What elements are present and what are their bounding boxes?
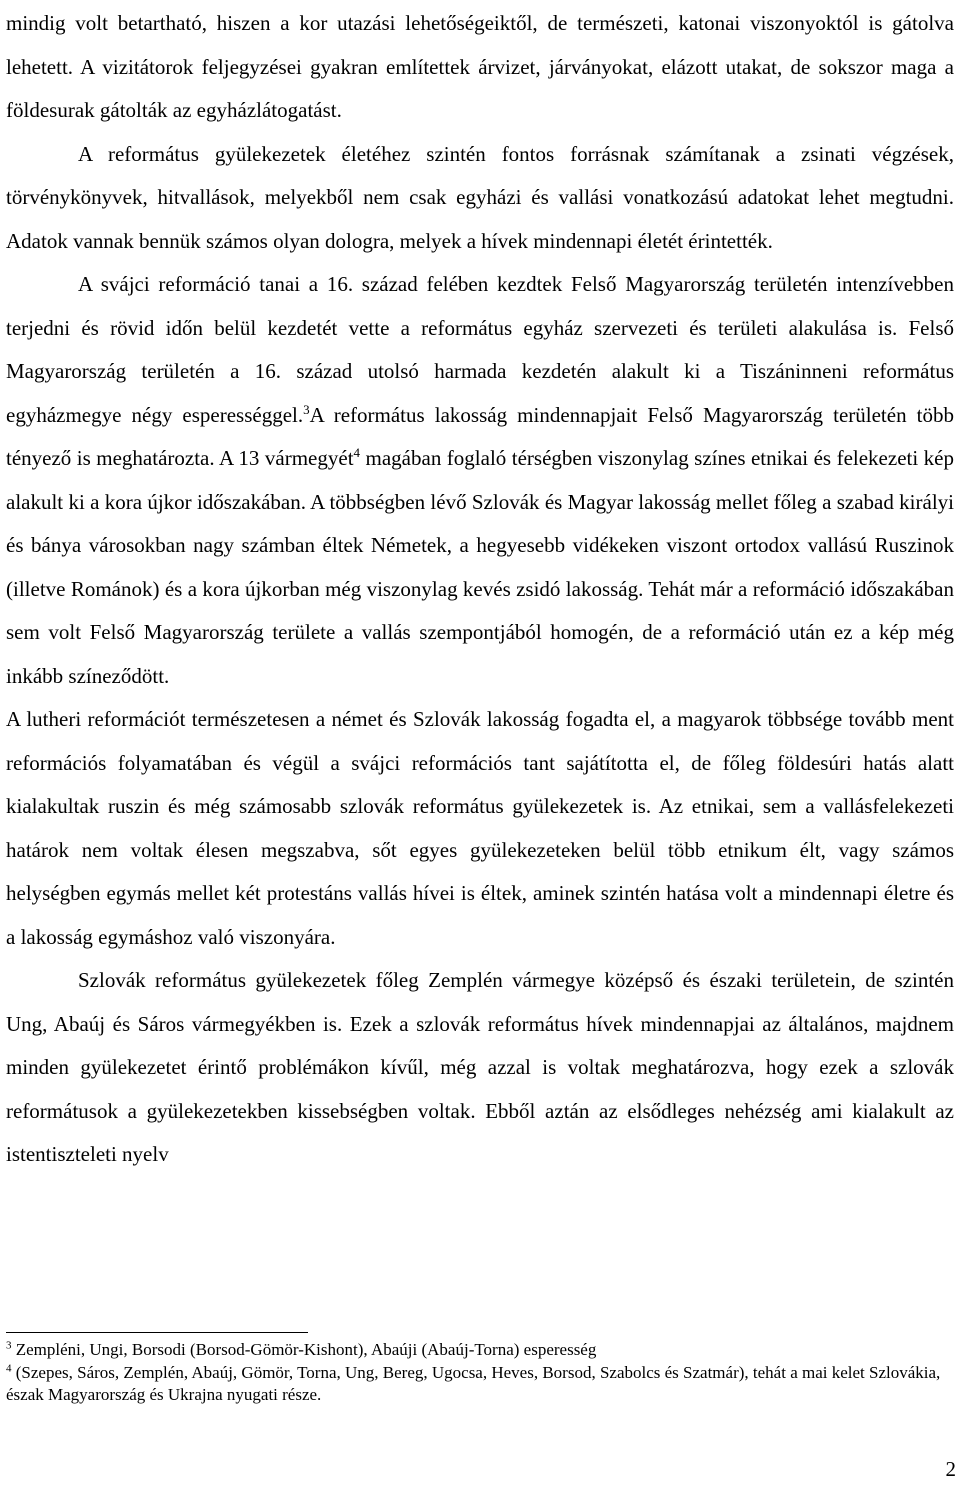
paragraph-3-part-a: A svájci reformáció tanai a 16. század felében kezdtek Felső Magyarország területén intenzívebben terjedni és rövid időn belül kezdetét vette a református egyház szervezeti és területi alakulása is. Felső Magyarország területén a 16. század utolsó harmada kezdetén alakult ki a Tiszáninneni református egyházmegye négy esperességgel. (6, 272, 954, 427)
paragraph-3-part-c: magában foglaló térségben viszonylag színes etnikai és felekezeti kép alakult ki a kora újkor időszakában. A többségben lévő Szlovák és Magyar lakosság mellet főleg a szabad királyi és bánya városokban nagy számban éltek Németek, a hegyesebb vidékeken viszont ortodox vallású Ruszinok (illetve Románok) és a kora újkorban még viszonylag kevés zsidó lakosság. Tehát már a reformáció időszakában sem volt Felső Magyarország területe a vallás szempontjából homogén, de a reformáció után ez a kép még inkább színeződött. (6, 446, 954, 688)
footnote-3-text: Zempléni, Ungi, Borsodi (Borsod-Gömör-Kishont), Abaúji (Abaúj-Torna) esperesség (11, 1340, 597, 1359)
footnote-3 (6, 1339, 954, 1362)
footnote-ref-4[interactable]: 4 (353, 445, 361, 460)
footnote-4-number: 4 (6, 1361, 12, 1374)
paragraph-4: A lutheri reformációt természetesen a német és Szlovák lakosság fogadta el, a magyarok többsége tovább ment reformációs folyamatában és végül a svájci reformációs tant sajátította el, de főleg földesúri hatás alatt kialakultak ruszin és még számosabb szlovák református gyülekezetek is. Az etnikai, sem a vallásfelekezeti határok nem voltak élesen megszabva, sőt egyes gyülekezeteken belül több etnikum élt, vagy számos helységben egymás mellet két protestáns vallás hívei is éltek, aminek szintén hatása volt a mindennapi életre és a lakosság egymáshoz való viszonyára. (6, 707, 954, 949)
paragraph-3-part-b: A református lakosság mindennapjait Felső Magyarország területén több tényező is meghatározta. A 13 vármegyét (6, 402, 954, 470)
body-text (6, 0, 954, 1177)
footnote-3-number: 3 (6, 1339, 12, 1352)
footnotes (6, 1339, 954, 1407)
paragraph-3 (6, 263, 954, 698)
paragraph-5: Szlovák református gyülekezetek főleg Zemplén vármegye középső és északi területein, de szintén Ung, Abaúj és Sáros vármegyékben is. Ezek a szlovák református hívek mindennapjai az általános, majdnem minden gyülekezetet érintő problémákon kívűl, még azzal is voltak meghatározva, hogy ezek a szlovák reformátusok a gyülekezetekben kissebségben voltak. Ebből aztán az elsődleges nehézség ami kialakult az istentiszteleti nyelv (6, 968, 954, 1166)
footnote-4 (6, 1362, 954, 1407)
paragraph-2: A református gyülekezetek életéhez szintén fontos forrásnak számítanak a zsinati végzések, törvénykönyvek, hitvallások, melyekből nem csak egyházi és vallási vonatkozású adatokat lehet megtudni. Adatok vannak bennük számos olyan dologra, melyek a hívek mindennapi életét érintették. (6, 141, 954, 253)
document-page (6, 0, 954, 1177)
paragraph-1: mindig volt betartható, hiszen a kor utazási lehetőségeiktől, de természeti, katonai viszonyoktól is gátolva lehetett. A vizitátorok feljegyzései gyakran említettek árvizet, járványokat, elázott utakat, de sokszor maga a földesurak gátolták az egyházlátogatást. (6, 11, 954, 122)
footnote-ref-3[interactable]: 3 (303, 401, 310, 417)
footnote-separator (6, 1332, 308, 1333)
footnote-4-text: (Szepes, Sáros, Zemplén, Abaúj, Gömör, Torna, Ung, Bereg, Ugocsa, Heves, Borsod, Szabolcs és Szatmár), tehát a mai kelet Szlovákia, észak Magyarország és Ukrajna nyugati része. (6, 1362, 941, 1404)
page-number: 2 (945, 1457, 956, 1481)
